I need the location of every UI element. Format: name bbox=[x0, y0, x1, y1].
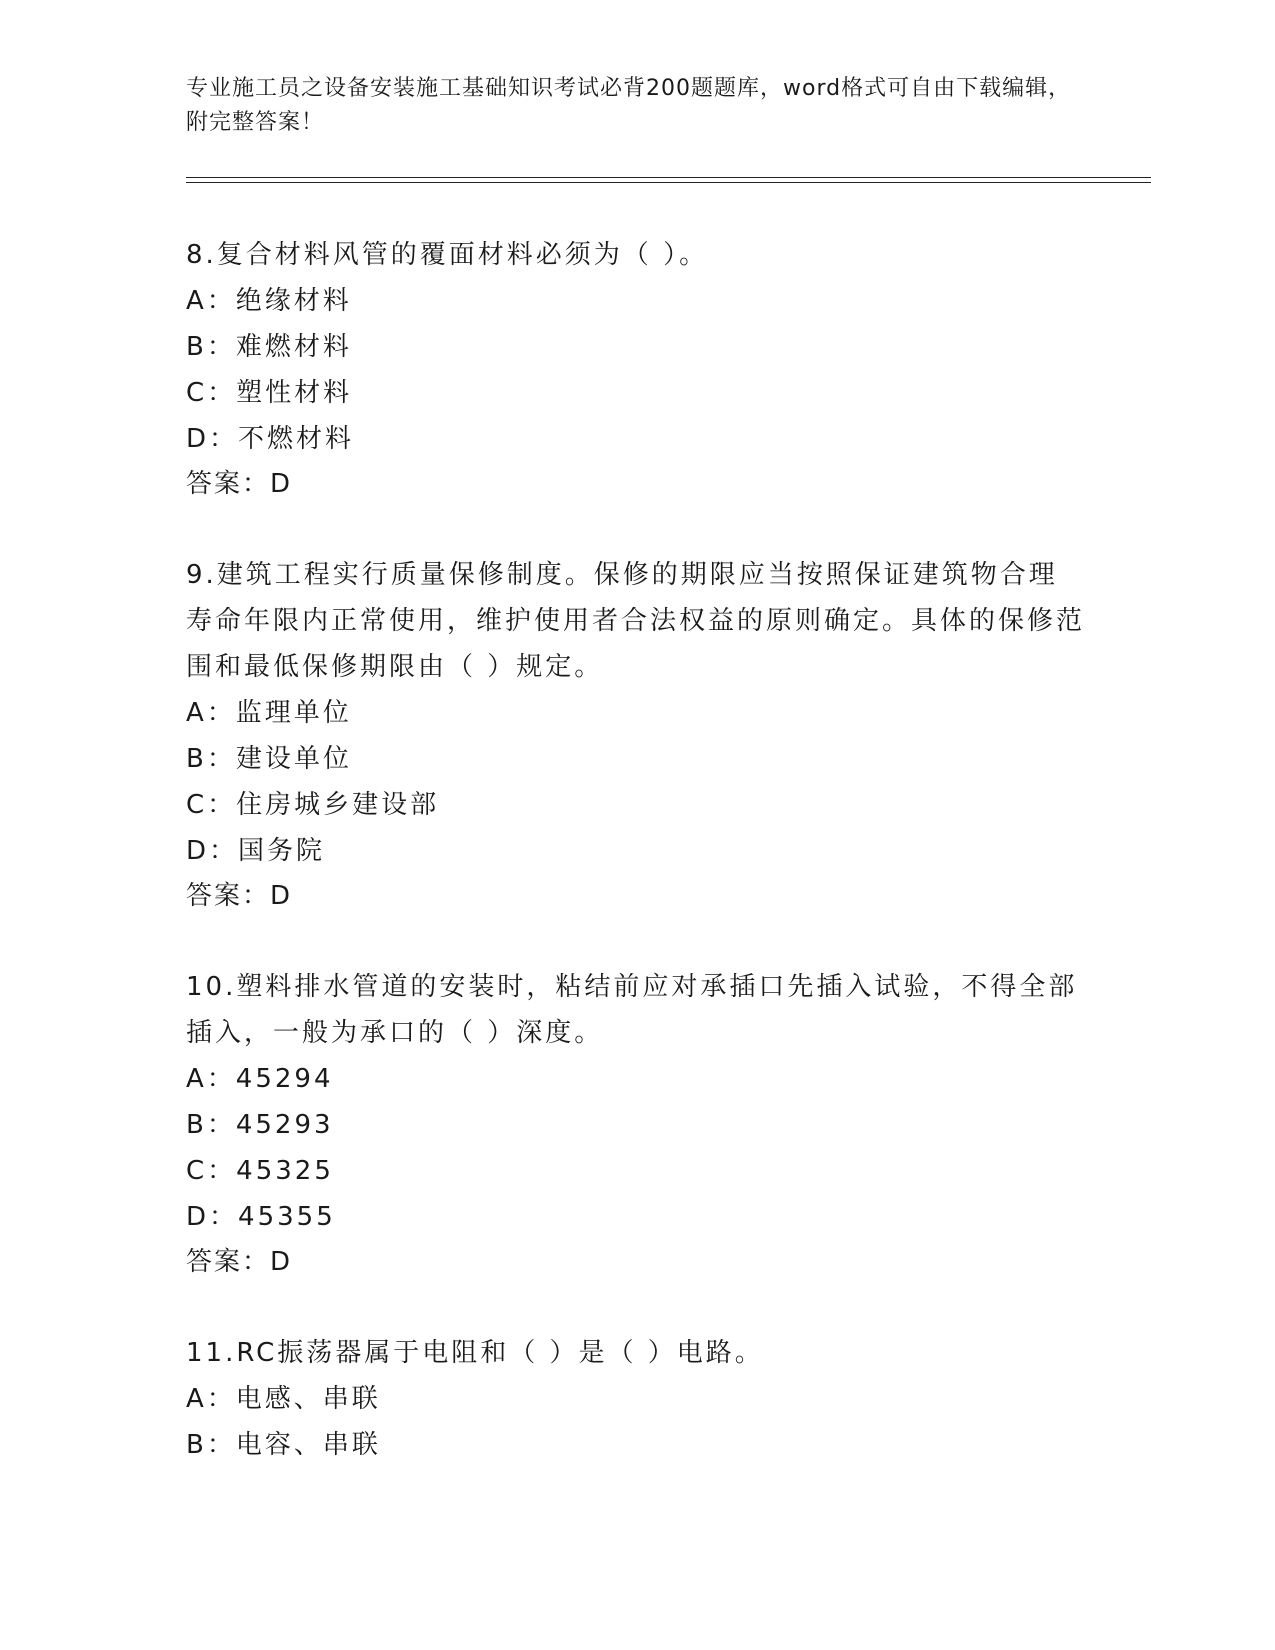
header-rule-top bbox=[186, 177, 1151, 178]
option-b: B：难燃材料 bbox=[186, 332, 352, 362]
option-d: D：国务院 bbox=[186, 836, 326, 866]
question-9 bbox=[186, 552, 1086, 918]
option-a: A：45294 bbox=[186, 1064, 334, 1094]
question-text: 9.建筑工程实行质量保修制度。保修的期限应当按照保证建筑物合理寿命年限内正常使用，维护使用者合法权益的原则确定。具体的保修范围和最低保修期限由（ ）规定。 bbox=[186, 560, 1086, 682]
option-d: D：45355 bbox=[186, 1202, 336, 1232]
question-text: 8.复合材料风管的覆面材料必须为（ ）。 bbox=[186, 240, 709, 270]
option-c: C：住房城乡建设部 bbox=[186, 790, 440, 820]
option-c: C：塑性材料 bbox=[186, 378, 353, 408]
option-d: D：不燃材料 bbox=[186, 424, 355, 454]
answer-line: 答案：D bbox=[186, 881, 293, 911]
option-a: A：电感、串联 bbox=[186, 1384, 381, 1414]
document-header: 专业施工员之设备安装施工基础知识考试必背200题题库，word格式可自由下载编辑，附完整答案！ bbox=[186, 76, 1072, 135]
answer-line: 答案：D bbox=[186, 1247, 293, 1277]
question-11 bbox=[186, 1330, 1086, 1468]
option-a: A：绝缘材料 bbox=[186, 286, 352, 316]
question-8 bbox=[186, 232, 1086, 506]
option-c: C：45325 bbox=[186, 1156, 334, 1186]
answer-line: 答案：D bbox=[186, 469, 293, 499]
option-a: A：监理单位 bbox=[186, 698, 352, 728]
option-b: B：建设单位 bbox=[186, 744, 352, 774]
question-list bbox=[186, 232, 1086, 1514]
option-b: B：45293 bbox=[186, 1110, 334, 1140]
option-b: B：电容、串联 bbox=[186, 1430, 381, 1460]
question-10 bbox=[186, 964, 1086, 1284]
header-rule-bottom bbox=[186, 182, 1151, 183]
question-text: 11.RC振荡器属于电阻和（ ）是（ ）电路。 bbox=[186, 1338, 764, 1368]
question-text: 10.塑料排水管道的安装时，粘结前应对承插口先插入试验，不得全部插入，一般为承口的（ ）深度。 bbox=[186, 972, 1078, 1048]
